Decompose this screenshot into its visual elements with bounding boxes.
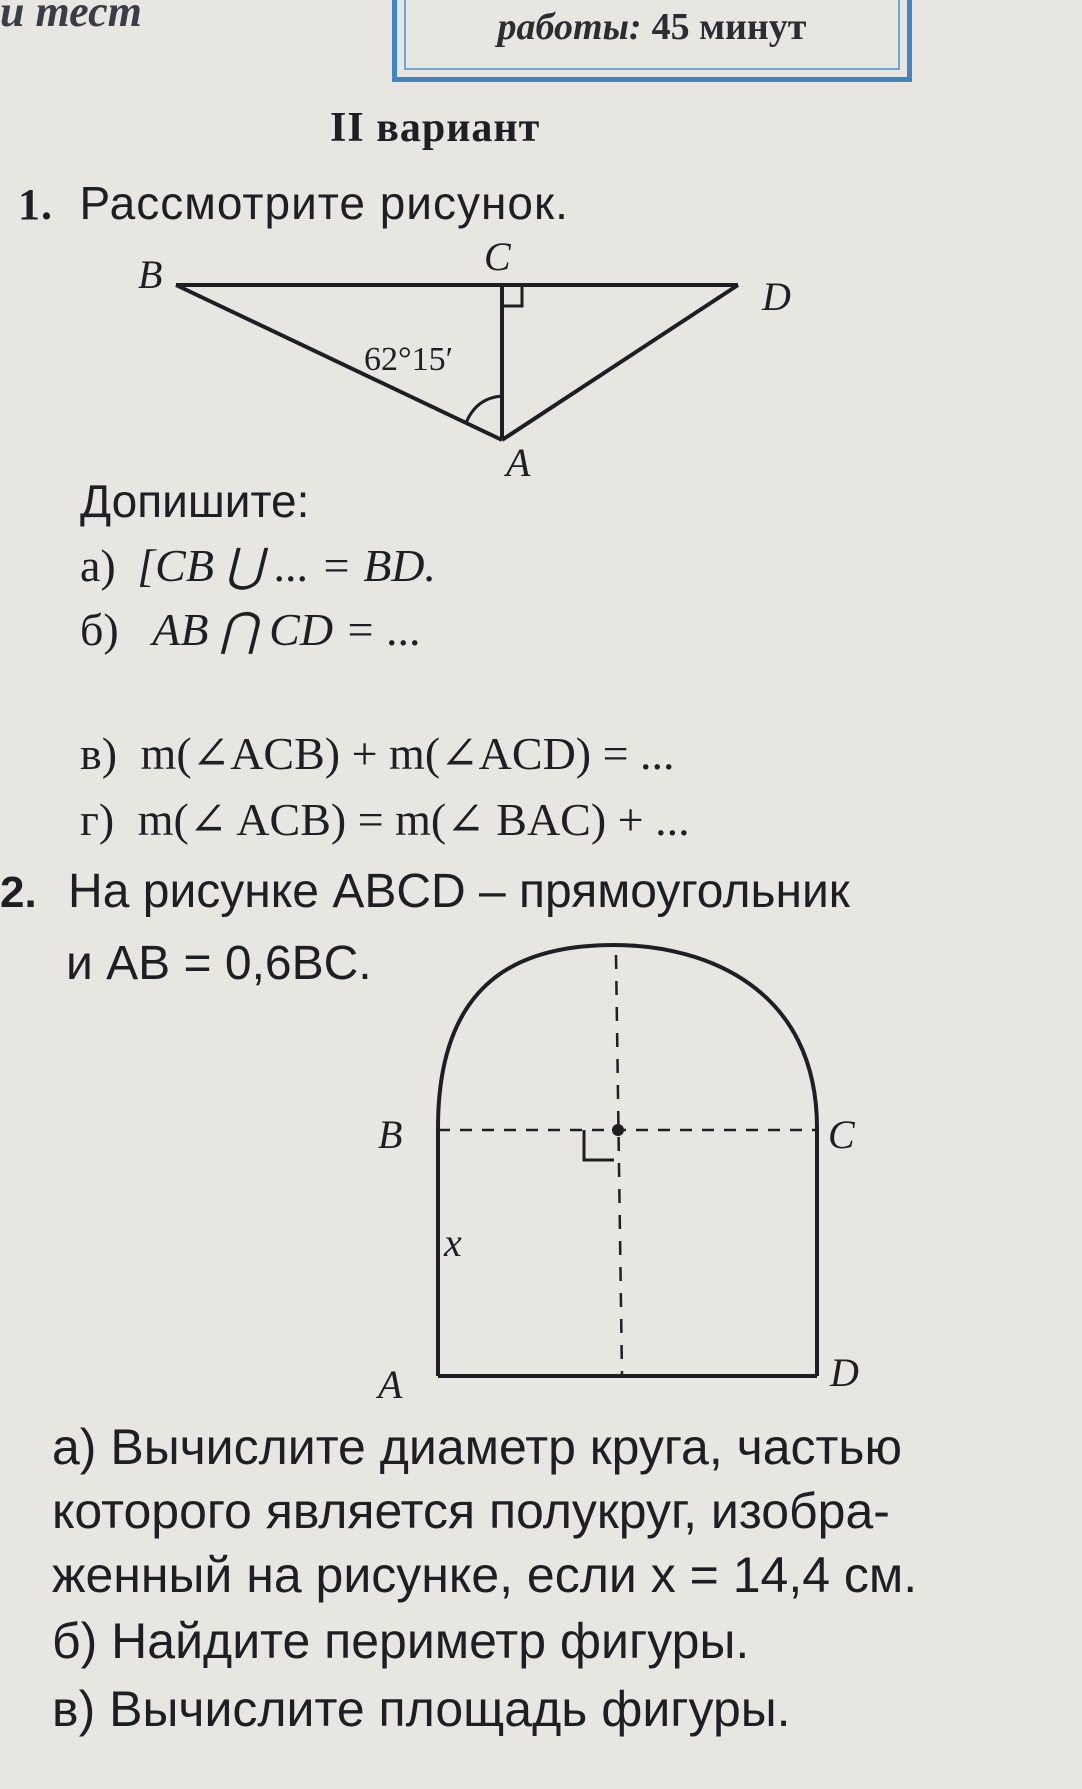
task2-line1: На рисунке ABCD – прямоугольник xyxy=(68,865,850,918)
label-c: C xyxy=(484,234,511,279)
right-angle-mark xyxy=(584,1130,614,1160)
label-d: D xyxy=(762,274,791,319)
task2-number: 2. xyxy=(0,868,37,917)
task2-question-b: б) Найдите периметр фигуры. xyxy=(52,1613,750,1669)
task1-prompt: Рассмотрите рисунок. xyxy=(79,177,569,229)
task1-instruction: Допишите: xyxy=(80,475,310,527)
time-value: 45 минут xyxy=(651,6,807,48)
item-text: m(∠ ACB) = m(∠ BAC) + ... xyxy=(137,794,690,845)
label-x: x xyxy=(444,1220,462,1265)
time-label: работы: xyxy=(497,6,642,48)
item-letter: а) xyxy=(80,540,116,591)
label-b: B xyxy=(378,1112,403,1157)
variant-title: II вариант xyxy=(330,105,541,151)
label-c: C xyxy=(828,1112,855,1157)
center-point xyxy=(612,1124,624,1136)
item-text: AB ⋂ CD = ... xyxy=(152,604,422,655)
label-d: D xyxy=(830,1350,859,1395)
semicircle-arc xyxy=(438,945,817,1128)
item-letter: в) xyxy=(80,728,118,779)
label-a: A xyxy=(506,440,531,485)
task2-question-a-line1: а) Вычислите диаметр круга, частью xyxy=(52,1419,902,1475)
item-text: [CB ⋃ ... = BD. xyxy=(137,540,437,591)
task2-question-a-line2: которого является полукруг, изобра- xyxy=(52,1483,890,1539)
item-text: m(∠ACB) + m(∠ACD) = ... xyxy=(140,728,675,779)
task2-line2: и AB = 0,6BC. xyxy=(66,937,372,990)
header-fragment: и тест xyxy=(0,0,142,36)
task1-number: 1. xyxy=(18,180,53,229)
label-a: A xyxy=(378,1362,403,1407)
radius-line xyxy=(616,955,622,1376)
task2-question-v: в) Вычислите площадь фигуры. xyxy=(52,1681,791,1737)
item-letter: б) xyxy=(80,604,119,655)
item-letter: г) xyxy=(80,794,115,845)
task2-question-a-line3: женный на рисунке, если x = 14,4 см. xyxy=(52,1547,918,1603)
label-b: B xyxy=(138,252,163,297)
angle-label: 62°15′ xyxy=(364,341,454,378)
